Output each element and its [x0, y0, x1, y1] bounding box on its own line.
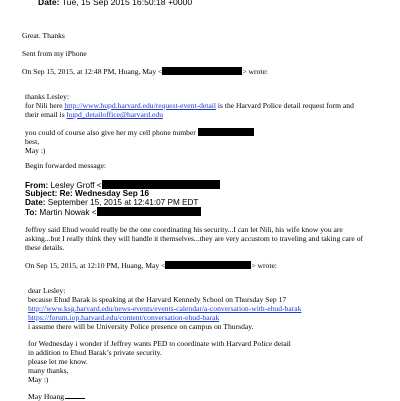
ksg-event-link[interactable]: http://www.ksg.harvard.edu/news-events/events-calendar/a-conversation-with-ehud-barak	[28, 304, 302, 313]
signature-underline	[65, 398, 85, 399]
fwd-date-label: Date:	[25, 198, 46, 207]
redacted-email-2	[165, 261, 251, 269]
iop-forum-link[interactable]: https://forum.iop.harvard.edu/content/conversation-ehud-barak	[28, 313, 220, 322]
reply-line-1: Great. Thanks	[22, 31, 65, 40]
lesley-line-2: asking...but I really think they will handle it themselves...they are very accustom to traveling and taking care of	[25, 234, 364, 243]
quote-header-2-prefix: On Sep 15, 2015, at 12:10 PM, Huang, May <	[25, 261, 166, 270]
fwd-to-value: Martin Nowak <	[39, 208, 97, 217]
huang2-line-5: i assume there will be University Police presence on campus on Thursday.	[28, 322, 254, 331]
huang-line-3	[25, 110, 394, 119]
huang-line-5: best,	[25, 137, 40, 146]
hupd-email-link[interactable]: hupd_detailoffice@harvard.edu	[66, 110, 164, 119]
huang2-line-6: for Wednesday i wonder if Jeffrey wants PED to coordinate with Harvard Police detail	[28, 339, 291, 348]
huang-line-4	[25, 128, 394, 137]
huang2-line-2: because Ehud Barak is speaking at the Harvard Kennedy School on Thursday Sep 17	[28, 295, 287, 304]
huang2-line-3	[28, 304, 394, 313]
huang-line-2	[25, 101, 394, 110]
reply-line-2: Sent from my iPhone	[22, 49, 87, 58]
lesley-line-1: Jeffrey said Ehud would really be the one coordinating his security...I can let Nili, his wife know you are	[25, 225, 343, 234]
huang2-signature-name: May Huang	[28, 392, 65, 401]
huang2-line-7: in addition to Ehud Barak’s private security.	[28, 348, 162, 357]
date-header	[38, 0, 192, 7]
quote-header-2-suffix: > wrote:	[251, 261, 277, 270]
huang2-line-10: May :)	[28, 375, 49, 384]
fwd-to-label: To:	[25, 208, 38, 217]
quote-header-1-suffix: > wrote:	[242, 67, 268, 76]
fwd-from-label: From:	[25, 181, 49, 190]
huang-line-2-prefix: for Nili here	[25, 101, 65, 110]
huang-greeting: thanks Lesley:	[25, 92, 70, 101]
redacted-phone	[198, 128, 254, 136]
hupd-request-link[interactable]: http://www.hupd.harvard.edu/request-event-detail	[64, 101, 216, 110]
date-label: Date:	[38, 0, 60, 7]
huang2-line-9: many thanks,	[28, 366, 69, 375]
fwd-subject-label: Subject:	[25, 189, 58, 198]
huang-line-3-prefix: their email is	[25, 110, 67, 119]
fwd-from-value: Lesley Groff <	[50, 181, 102, 190]
redacted-email	[162, 67, 242, 75]
redacted-to-email	[97, 207, 201, 216]
huang2-line-4	[28, 313, 394, 322]
huang-line-6: May :)	[25, 146, 46, 155]
lesley-line-3: these details.	[25, 243, 65, 252]
fwd-to	[25, 207, 394, 218]
quote-header-2	[25, 261, 394, 270]
quote-header-1	[22, 67, 394, 76]
forward-intro: Begin forwarded message:	[25, 161, 106, 170]
huang2-greeting: dear Lesley:	[28, 286, 66, 295]
huang2-line-8: please let me know.	[28, 357, 88, 366]
date-value: Tue, 15 Sep 2015 16:50:18 +0000	[61, 0, 193, 7]
huang-line-2-suffix: is the Harvard Police detail request form and	[215, 101, 354, 110]
quote-header-1-prefix: On Sep 15, 2015, at 12:48 PM, Huang, May <	[22, 67, 163, 76]
fwd-date-value: September 15, 2015 at 12:41:07 PM EDT	[47, 198, 199, 207]
huang-line-4-text: you could of course also give her my cell phone number	[25, 128, 196, 137]
redacted-from-email	[102, 180, 220, 189]
fwd-subject-value: Re: Wednesday Sep 16	[59, 189, 150, 198]
